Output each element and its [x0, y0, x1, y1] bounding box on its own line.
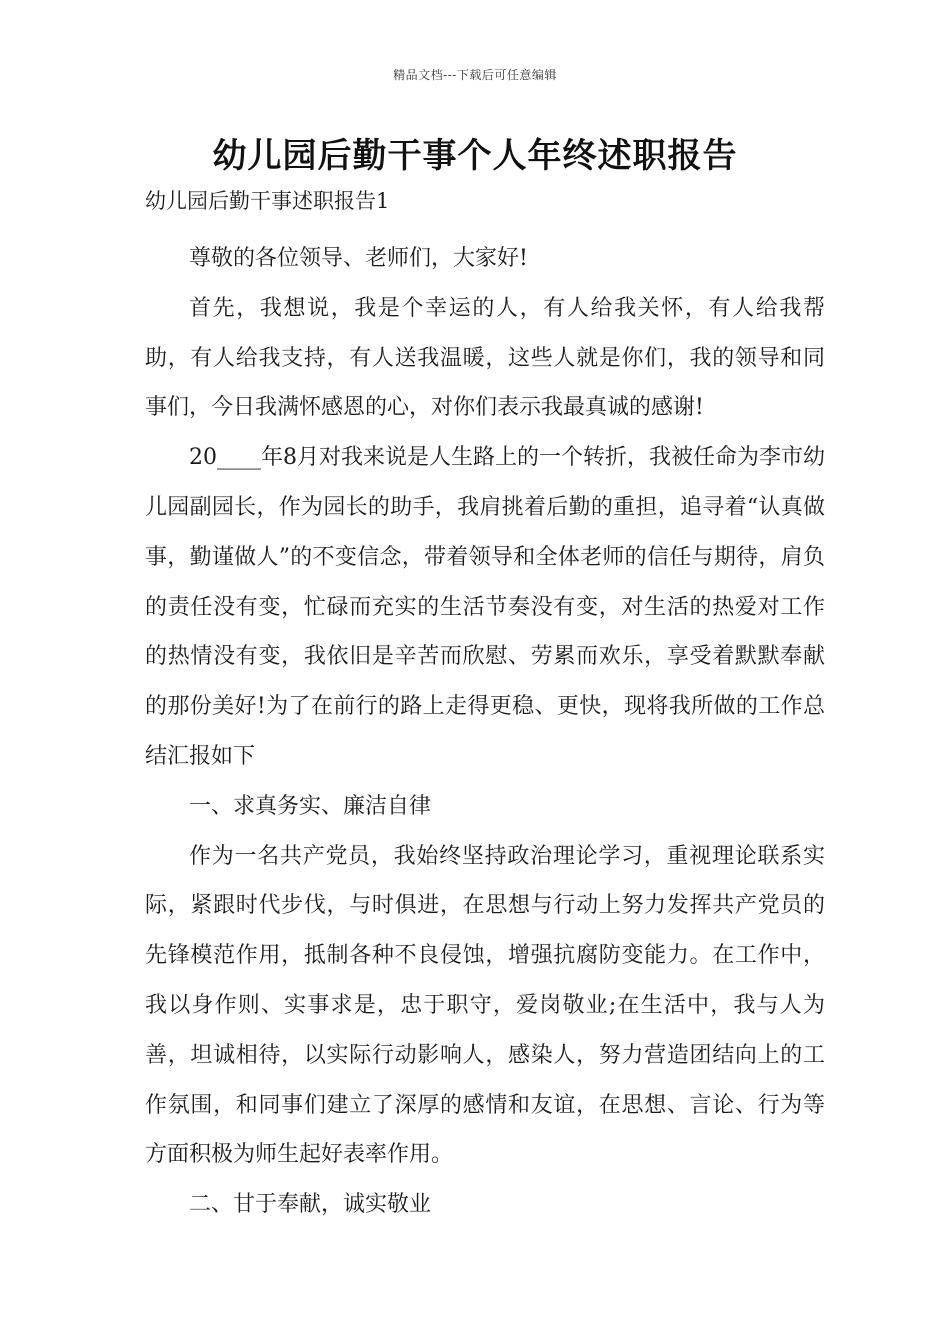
section-heading-2: 二、甘于奉献，诚实敬业	[189, 1192, 432, 1218]
header-note: 精品文档---下载后可任意编辑	[393, 68, 557, 82]
section-1-paragraph: 作为一名共产党员，我始终坚持政治理论学习，重视理论联系实际，紧跟时代步伐，与时俱进，在思想与行动上努力发挥共产党员的先锋模范作用，抵制各种不良侵蚀，增强抗腐防变能力。在工作中，我以身作则、实事求是，忠于职守，爱岗敬业;在生活中，我与人为善，坦诚相待，以实际行动影响人，感染人，努力营造团结向上的工作氛围，和同事们建立了深厚的感情和友谊，在思想、言论、行为等方面积极为师生起好表率作用。	[145, 843, 825, 1168]
document-body	[145, 184, 825, 1230]
greeting-paragraph: 尊敬的各位领导、老师们，大家好!	[189, 246, 528, 271]
section-heading-1: 一、求真务实、廉洁自律	[189, 793, 432, 819]
thanks-paragraph: 首先，我想说，我是个幸运的人，有人给我关怀，有人给我帮助，有人给我支持，有人送我温暖，这些人就是你们，我的领导和同事们，今日我满怀感恩的心，对你们表示我最真诚的感谢!	[145, 295, 825, 421]
document-title: 幼儿园后勤干事个人年终述职报告	[212, 136, 738, 176]
intro-paragraph: 20____年8月对我来说是人生路上的一个转折，我被任命为李市幼儿园副园长，作为园长的助手，我肩挑着后勤的重担，追寻着“认真做事，勤谨做人”的不变信念，带着领导和全体老师的信任与期待，肩负的责任没有变，忙碌而充实的生活节奏没有变，对生活的热爱对工作的热情没有变，我依旧是辛苦而欣慰、劳累而欢乐，享受着默默奉献的那份美好!为了在前行的路上走得更稳、更快，现将我所做的工作总结汇报如下	[145, 445, 825, 769]
section-subtitle: 幼儿园后勤干事述职报告1	[145, 189, 390, 213]
